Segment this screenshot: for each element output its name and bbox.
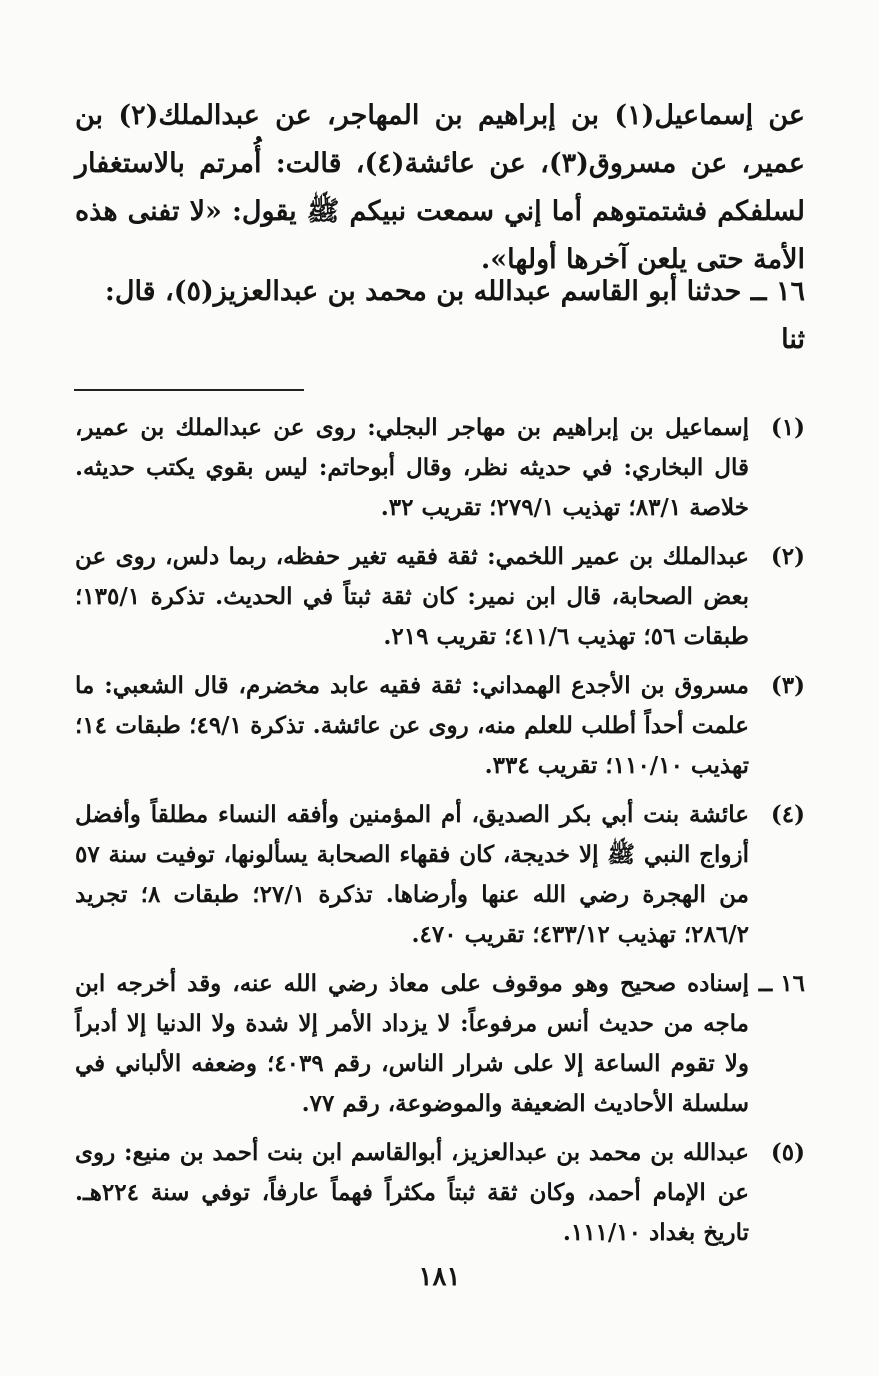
footnote-text: عبدالله بن محمد بن عبدالعزيز، أبوالقاسم ابن بنت أحمد بن منيع: روى عن الإمام أحمد، وكان ثقة ثبتاً مكثراً فهماً عارفاً، توفي سنة ٢٢٤هـ. تاريخ بغداد ١١١/١٠. (75, 1139, 749, 1246)
footnote-marker: (٤) (770, 801, 805, 828)
footnote-hadith-16 (75, 964, 805, 1124)
footnote-marker: ١٦ ــ (758, 970, 805, 997)
footnote-3 (75, 666, 805, 786)
footnotes (75, 408, 805, 1262)
footnote-marker: (٢) (770, 543, 805, 570)
footnote-marker: (١) (770, 414, 805, 441)
footnote-marker: (٣) (770, 672, 805, 699)
footnote-separator (74, 389, 304, 391)
footnote-marker: (٥) (770, 1139, 805, 1166)
footnote-text: عبدالملك بن عمير اللخمي: ثقة فقيه تغير حفظه، ربما دلس، روى عن بعض الصحابة، قال ابن نمير: كان ثقة ثبتاً في الحديث. تذكرة ١٣٥/١؛ طبقات ٥٦؛ تهذيب ٤١١/٦؛ تقريب ٢١٩. (75, 543, 749, 650)
footnote-text: مسروق بن الأجدع الهمداني: ثقة فقيه عابد مخضرم، قال الشعبي: ما علمت أحداً أطلب للعلم منه، روى عن عائشة. تذكرة ٤٩/١؛ طبقات ١٤؛ تهذيب ١١٠/١٠؛ تقريب ٣٣٤. (75, 672, 749, 779)
footnote-4 (75, 795, 805, 955)
main-text (75, 92, 805, 284)
footnote-text: إسناده صحيح وهو موقوف على معاذ رضي الله عنه، وقد أخرجه ابن ماجه من حديث أنس مرفوعاً: لا يزداد الأمر إلا شدة ولا الدنيا إلا أدبراً ولا تقوم الساعة إلا على شرار الناس، رقم ٤٠٣٩؛ وضعفه الألباني في سلسلة الأحاديث الضعيفة والموضوعة، رقم ٧٧. (75, 970, 750, 1117)
hadith-15-paragraph: عن إسماعيل(١) بن إبراهيم بن المهاجر، عن عبدالملك(٢) بن عمير، عن مسروق(٣)، عن عائشة(٤)، قالت: أُمرتم بالاستغفار لسلفكم فشتمتوهم أما إني سمعت نبيكم ﷺ يقول: «لا تفنى هذه الأمة حتى يلعن آخرها أولها». (75, 100, 805, 275)
footnote-text: إسماعيل بن إبراهيم بن مهاجر البجلي: روى عن عبدالملك بن عمير، قال البخاري: في حديثه نظر، وقال أبوحاتم: ليس بقوي يكتب حديثه. خلاصة ٨٣/١؛ تهذيب ٢٧٩/١؛ تقريب ٣٢. (75, 414, 749, 521)
footnote-5 (75, 1133, 805, 1253)
footnote-text: عائشة بنت أبي بكر الصديق، أم المؤمنين وأفقه النساء مطلقاً وأفضل أزواج النبي ﷺ إلا خديجة، كان فقهاء الصحابة يسألونها، توفيت سنة ٥٧ من الهجرة رضي الله عنها وأرضاها. تذكرة ٢٧/١؛ طبقات ٨؛ تجريد ٢٨٦/٢؛ تهذيب ٤٣٣/١٢؛ تقريب ٤٧٠. (75, 801, 749, 948)
footnote-2 (75, 537, 805, 657)
page-number: ١٨١ (418, 1262, 461, 1292)
hadith-16-opening: ١٦ ــ حدثنا أبو القاسم عبدالله بن محمد بن عبدالعزيز(٥)، قال: ثنا (104, 276, 805, 355)
footnote-1 (75, 408, 805, 528)
